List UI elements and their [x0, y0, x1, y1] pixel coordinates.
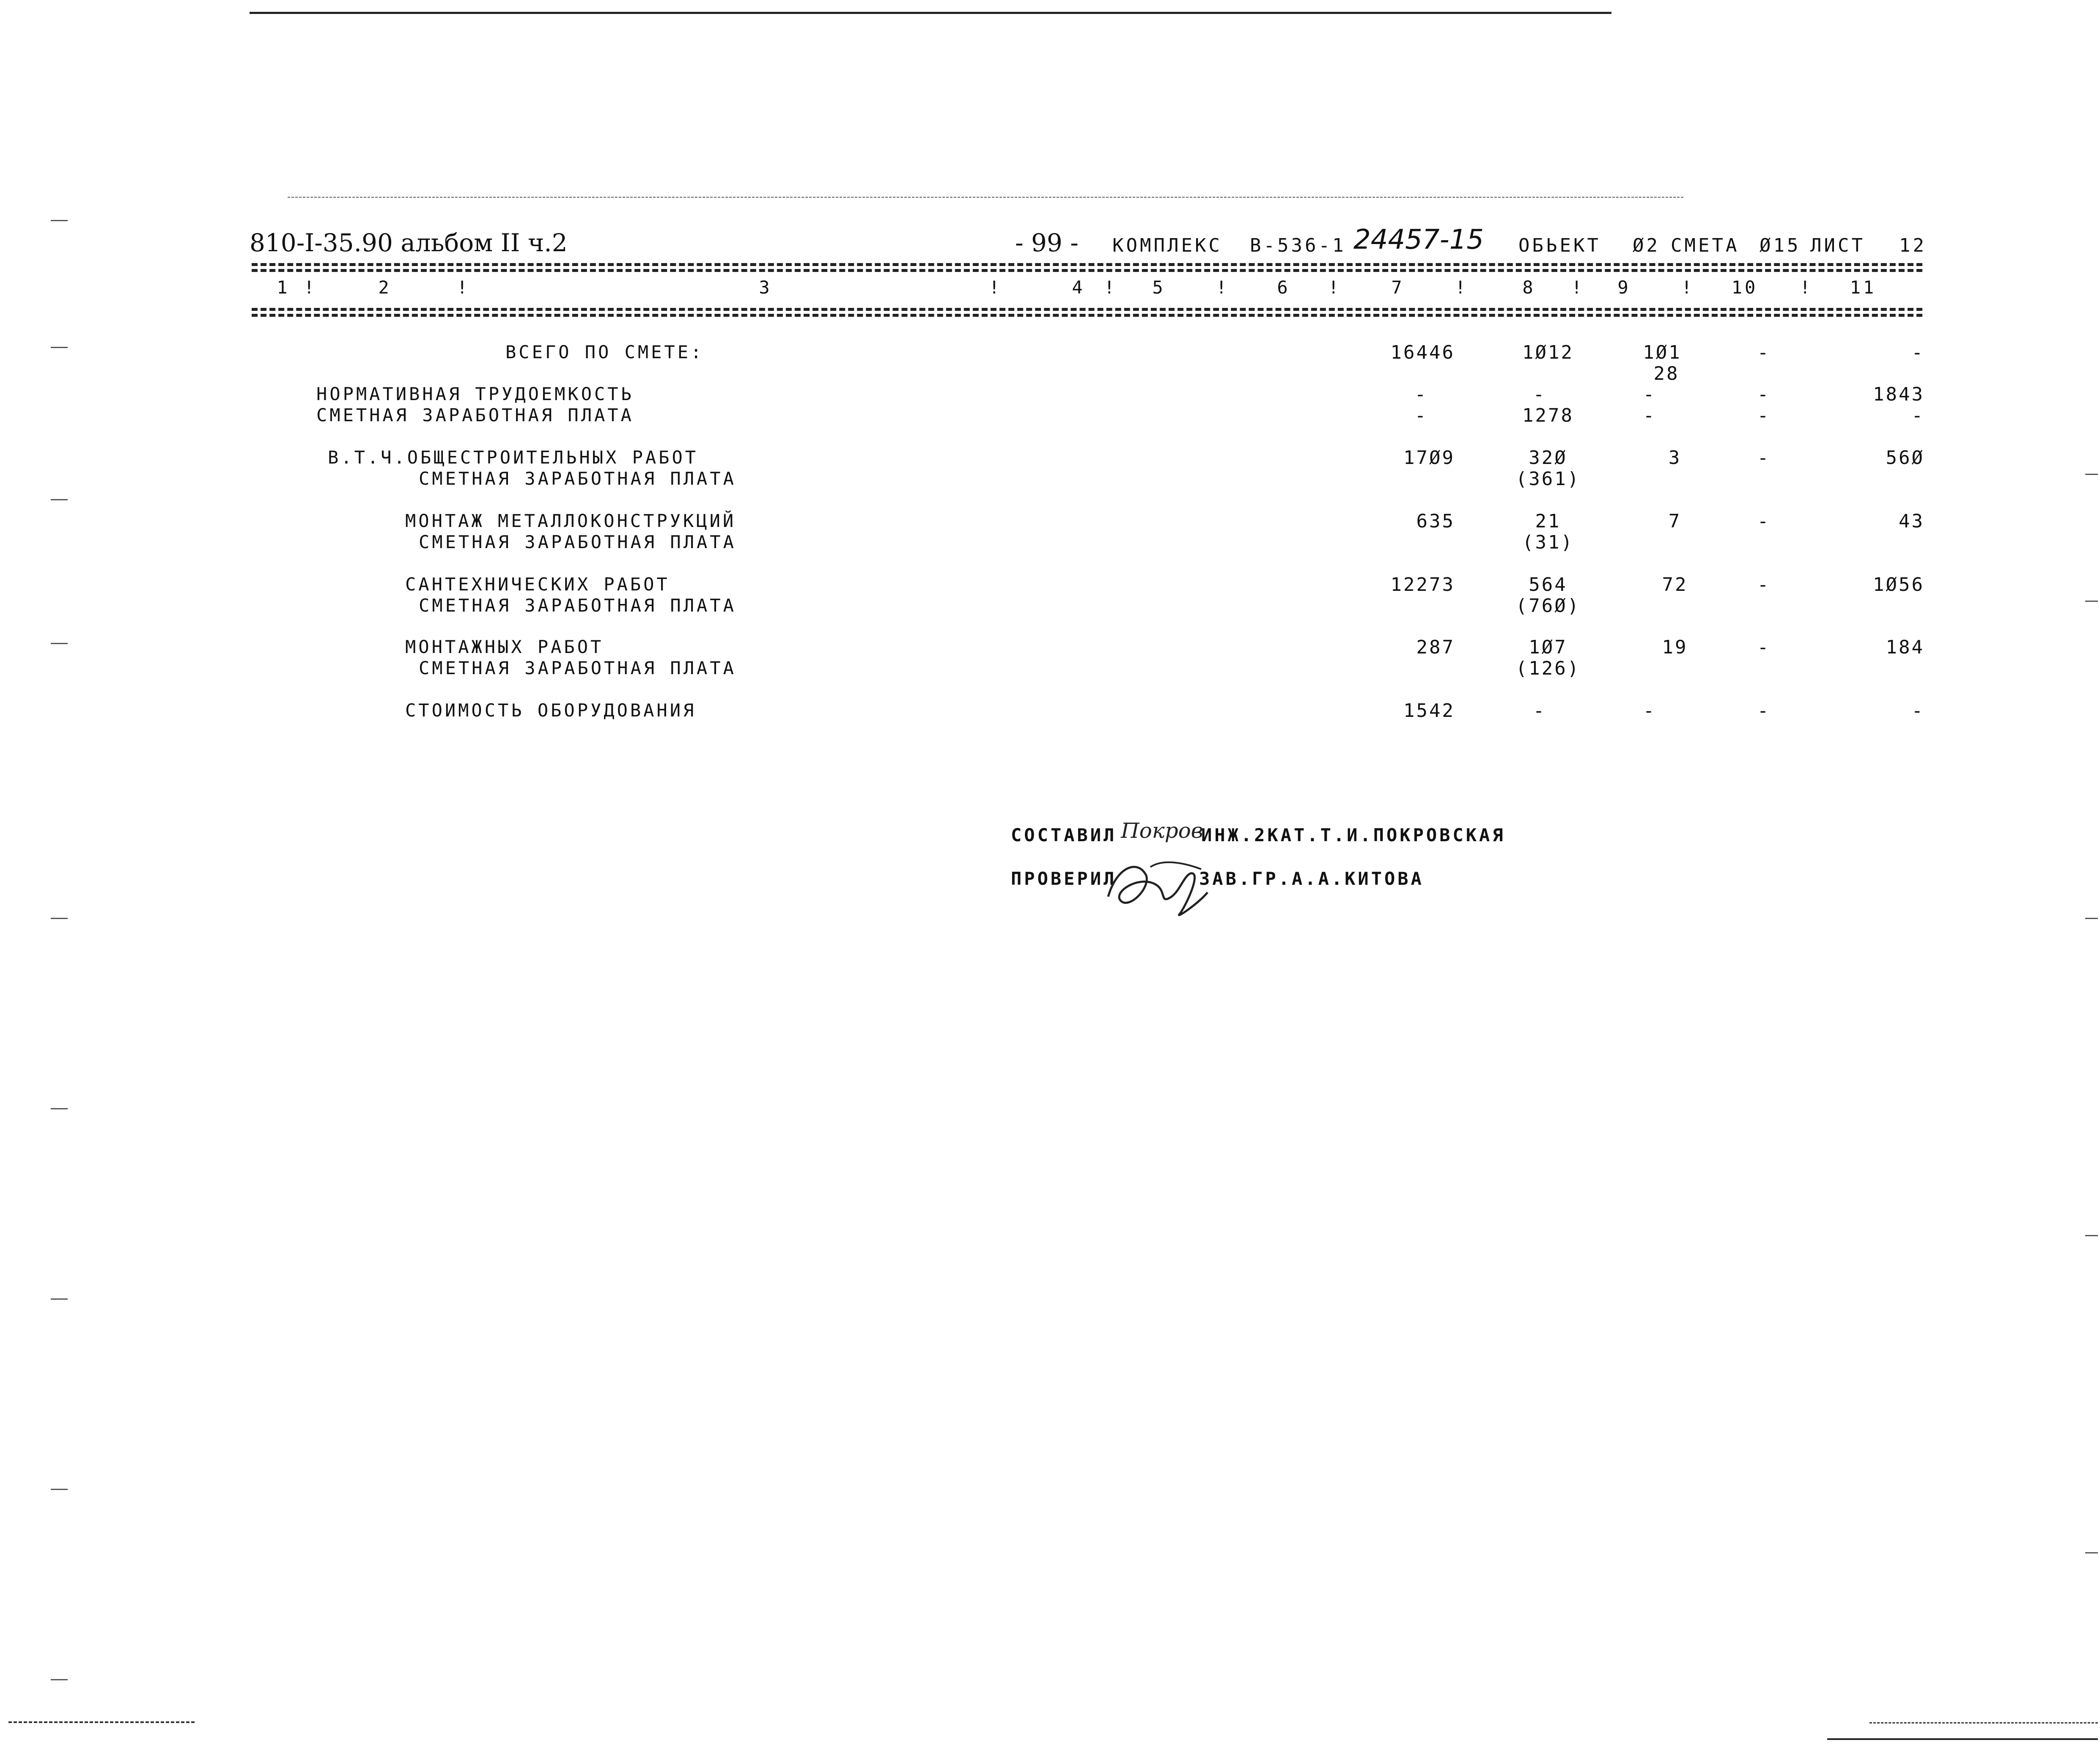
row-label: СТОИМОСТЬ ОБОРУДОВАНИЯ	[405, 700, 697, 721]
cell-col7: 287	[1416, 637, 1455, 658]
header-rule-bottom-2	[252, 314, 1922, 317]
col-sep: !	[1328, 277, 1342, 298]
row-label: СМЕТНАЯ ЗАРАБОТНАЯ ПЛАТА	[316, 405, 634, 425]
col-sep: !	[989, 277, 1002, 298]
col-sep: !	[1681, 277, 1695, 298]
kompleks-label: КОМПЛЕКС	[1112, 235, 1222, 256]
header-rule-top-2	[252, 269, 1922, 272]
col-sep: !	[1800, 277, 1813, 298]
margin-tick	[2085, 474, 2098, 475]
page-number: - 99 -	[1015, 228, 1079, 257]
cell-col9: 72	[1662, 574, 1688, 595]
col-sep: !	[1216, 277, 1230, 298]
margin-tick	[51, 220, 68, 221]
cell-col7: 16446	[1390, 342, 1455, 363]
row-sublabel: СМЕТНАЯ ЗАРАБОТНАЯ ПЛАТА	[419, 468, 736, 489]
scan-top-line	[250, 12, 1611, 14]
margin-tick	[2085, 601, 2098, 602]
row-label: ВСЕГО ПО СМЕТЕ:	[505, 342, 704, 362]
cell-col11: -	[1911, 405, 1924, 426]
cell-col8: 21	[1535, 510, 1561, 532]
col-sep: !	[1104, 277, 1117, 298]
cell-col11: 1843	[1873, 384, 1924, 405]
cell-col10: -	[1757, 405, 1771, 426]
cell-col10: -	[1757, 510, 1771, 532]
row-sublabel: СМЕТНАЯ ЗАРАБОТНАЯ ПЛАТА	[419, 532, 736, 552]
cell-col11: 1Ø56	[1873, 574, 1924, 595]
col-6: 6	[1277, 277, 1290, 298]
row-label: НОРМАТИВНАЯ ТРУДОЕМКОСТЬ	[316, 384, 634, 404]
cell-col11: 184	[1886, 637, 1924, 658]
cell-col9: -	[1643, 700, 1656, 722]
checked-label: ПРОВЕРИЛ	[1011, 868, 1117, 889]
album-code: 810-I-35.90 альбом II ч.2	[250, 228, 568, 257]
cell-col8: 1Ø12	[1522, 342, 1574, 363]
cell-col8: 32Ø	[1529, 447, 1567, 469]
col-4: 4	[1072, 277, 1085, 298]
cell-col10: -	[1757, 700, 1771, 722]
cell-col9: 7	[1668, 510, 1682, 532]
col-1: 1	[277, 277, 290, 298]
cell-col11: -	[1911, 342, 1924, 363]
header-rule-top	[252, 263, 1922, 266]
col-3: 3	[759, 277, 772, 298]
row-label: В.Т.Ч.ОБЩЕСТРОИТЕЛЬНЫХ РАБОТ	[328, 447, 699, 468]
cell-col8: -	[1533, 384, 1546, 405]
col-7: 7	[1391, 277, 1405, 298]
object-number: Ø2	[1633, 235, 1660, 256]
cell-col9-extra: 28	[1653, 363, 1680, 384]
col-8: 8	[1522, 277, 1536, 298]
margin-tick	[2085, 1235, 2098, 1236]
cell-col8-extra: (76Ø)	[1515, 595, 1581, 617]
list-number: 12	[1899, 235, 1927, 256]
compiled-signature: Покров	[1121, 818, 1203, 843]
list-label: ЛИСТ	[1810, 235, 1865, 256]
margin-tick	[51, 499, 68, 500]
col-sep: !	[1455, 277, 1469, 298]
cell-col8-extra: (126)	[1515, 658, 1581, 679]
col-9: 9	[1617, 277, 1631, 298]
handwritten-number: 24457-15	[1353, 224, 1484, 255]
cell-col7: 635	[1416, 510, 1455, 532]
cell-col10: -	[1757, 574, 1771, 595]
cell-col8: 1Ø7	[1529, 637, 1567, 658]
margin-tick	[51, 1489, 68, 1490]
row-sublabel: СМЕТНАЯ ЗАРАБОТНАЯ ПЛАТА	[419, 595, 736, 616]
header-rule-bottom	[252, 308, 1922, 311]
col-sep: !	[304, 277, 317, 298]
smeta-number: Ø15	[1760, 235, 1801, 256]
scan-bottom-line	[1869, 1722, 2098, 1723]
cell-col8-extra: (31)	[1522, 532, 1574, 553]
row-label: МОНТАЖ МЕТАЛЛОКОНСТРУКЦИЙ	[405, 510, 736, 531]
col-11: 11	[1850, 277, 1877, 298]
margin-tick	[2085, 918, 2098, 919]
compiled-by: ИНЖ.2КАТ.Т.И.ПОКРОВСКАЯ	[1201, 825, 1506, 845]
margin-tick	[51, 918, 68, 919]
scan-bottom-line	[8, 1721, 195, 1723]
kompleks-code: В-536-1	[1250, 235, 1346, 256]
cell-col7: 1542	[1403, 700, 1455, 722]
cell-col7: 17Ø9	[1403, 447, 1455, 469]
cell-col10: -	[1757, 342, 1771, 363]
scan-bottom-line	[1827, 1738, 2098, 1740]
margin-tick	[51, 1679, 68, 1680]
cell-col8: 1278	[1522, 405, 1574, 426]
cell-col10: -	[1757, 384, 1771, 405]
cell-col8: 564	[1529, 574, 1567, 595]
cell-col11: 43	[1899, 510, 1924, 532]
row-sublabel: СМЕТНАЯ ЗАРАБОТНАЯ ПЛАТА	[419, 658, 736, 678]
col-5: 5	[1152, 277, 1166, 298]
cell-col9: 1Ø1	[1643, 342, 1682, 363]
cell-col9: -	[1643, 405, 1656, 426]
cell-col8-extra: (361)	[1515, 468, 1581, 490]
margin-tick	[51, 643, 68, 644]
margin-tick	[51, 1108, 68, 1109]
cell-col9: 3	[1668, 447, 1682, 469]
compiled-label: СОСТАВИЛ	[1011, 825, 1117, 845]
col-sep: !	[1571, 277, 1585, 298]
col-sep: !	[457, 277, 470, 298]
cell-col9: 19	[1662, 637, 1688, 658]
checked-by: ЗАВ.ГР.А.А.КИТОВА	[1199, 868, 1424, 889]
cell-col7: -	[1414, 405, 1428, 426]
cell-col8: -	[1533, 700, 1546, 722]
margin-tick	[51, 347, 68, 348]
cell-col11: 56Ø	[1886, 447, 1924, 469]
row-label: МОНТАЖНЫХ РАБОТ	[405, 637, 604, 657]
faint-rule	[288, 197, 1683, 198]
cell-col11: -	[1911, 700, 1924, 722]
margin-tick	[51, 1298, 68, 1300]
margin-tick	[2085, 1552, 2098, 1553]
smeta-label: СМЕТА	[1671, 235, 1740, 256]
cell-col7: -	[1414, 384, 1428, 405]
row-label: САНТЕХНИЧЕСКИХ РАБОТ	[405, 574, 670, 595]
cell-col9: -	[1643, 384, 1656, 405]
col-10: 10	[1731, 277, 1758, 298]
cell-col10: -	[1757, 637, 1771, 658]
cell-col7: 12273	[1390, 574, 1455, 595]
col-2: 2	[378, 277, 392, 298]
cell-col10: -	[1757, 447, 1771, 469]
object-label: ОБЬЕКТ	[1518, 235, 1601, 256]
